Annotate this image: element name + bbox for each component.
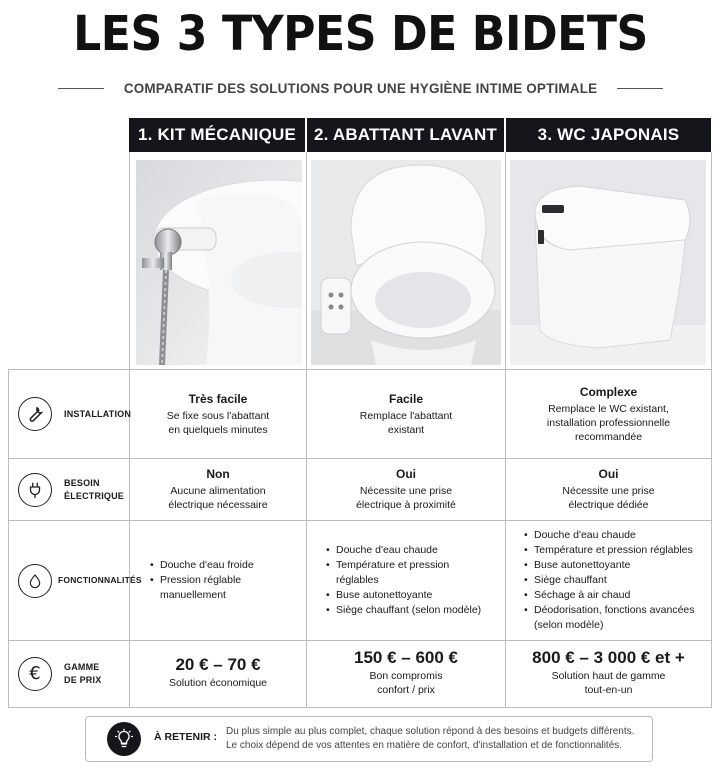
cell-line: confort / prix: [377, 684, 435, 696]
row-label-line: DE PRIX: [64, 675, 102, 685]
column-header-abattant: 2. ABATTANT LAVANT: [307, 118, 504, 152]
wc-japonais-photo: [510, 160, 706, 365]
cell-lead: Très facile: [188, 391, 248, 406]
feature-item: • Douche d'eau chaude: [326, 543, 481, 558]
cell-lead: Facile: [388, 391, 424, 406]
cell-line: recommandée: [574, 430, 643, 443]
price-range: 150 € – 600 €: [354, 648, 458, 667]
row-label-text: FONCTIONNALITÉS: [58, 575, 142, 585]
feature-item-continued: réglables: [336, 574, 379, 586]
takeaway-box: [85, 716, 653, 762]
feature-item: • Buse autonettoyante: [326, 588, 481, 603]
cell-installation-kit: [130, 370, 306, 458]
cell-line: Nécessite une prise: [359, 485, 453, 497]
row-label-text: [64, 477, 124, 503]
feature-item: • Séchage à air chaud: [524, 588, 695, 603]
cell-line: tout-en-un: [584, 684, 633, 696]
column-header-wc-japonais: 3. WC JAPONAIS: [506, 118, 711, 152]
plug-icon: [18, 473, 52, 507]
cell-besoin-kit: [130, 459, 306, 520]
cell-line: Se fixe sous l'abattant: [166, 409, 270, 422]
cell-line: Remplace l'abattant: [359, 409, 453, 422]
row-label-fonctionnalites: [8, 521, 142, 640]
kit-mecanique-photo: [136, 160, 302, 365]
takeaway-label: À RETENIR :: [154, 731, 217, 743]
cell-lead: Oui: [598, 467, 619, 481]
takeaway-line: Le choix dépend de vos attentes en matière de confort, d'installation et de fonctionnalités.: [226, 740, 623, 751]
cell-line: électrique dédiée: [568, 499, 649, 511]
feature-item-continued: manuellement: [160, 589, 226, 601]
cell-line: existant: [387, 423, 425, 436]
feature-item: • Pression réglable: [150, 573, 254, 588]
cell-line: électrique nécessaire: [168, 499, 268, 511]
cell-line: en quelquels minutes: [168, 423, 268, 436]
cell-fonctionnalites-abattant: [316, 521, 505, 640]
cell-lead: Complexe: [579, 384, 638, 399]
feature-item: • Température et pression: [326, 558, 481, 573]
water-drop-icon: [18, 564, 52, 598]
subtitle-row: [0, 78, 721, 98]
cell-line: électrique à proximité: [356, 499, 456, 511]
feature-item: • Température et pression réglables: [524, 543, 695, 558]
abattant-lavant-photo: [311, 160, 501, 365]
feature-item: • Siège chauffant (selon modèle): [326, 603, 481, 618]
feature-item: • Siège chauffant: [524, 573, 695, 588]
cell-line: installation professionnelle: [546, 416, 671, 429]
row-label-besoin-electrique: [8, 459, 128, 520]
grid-line: [711, 152, 712, 708]
takeaway-text: [226, 725, 634, 753]
grid-line: [8, 707, 712, 708]
row-label-line: ÉLECTRIQUE: [64, 490, 125, 501]
cell-line: Aucune alimentation: [170, 485, 266, 497]
page-subtitle: COMPARATIF DES SOLUTIONS POUR UNE HYGIÈNE INTIME OPTIMALE: [123, 80, 598, 96]
cell-prix-kit: [130, 641, 306, 707]
cell-fonctionnalites-kit: [140, 521, 306, 640]
cell-besoin-wc: [506, 459, 711, 520]
takeaway-line: Du plus simple au plus complet, chaque solution répond à des besoins et budgets différents.: [226, 726, 635, 737]
cell-lead: Non: [206, 467, 230, 481]
feature-item: • Douche d'eau froide: [150, 558, 254, 573]
cell-installation-abattant: [307, 370, 505, 458]
cell-prix-abattant: [307, 641, 505, 707]
cell-fonctionnalites-wc: [514, 521, 711, 640]
cell-installation-wc: [506, 370, 711, 458]
row-label-line: BESOIN: [64, 477, 100, 488]
cell-besoin-abattant: [307, 459, 505, 520]
feature-item: • Douche d'eau chaude: [524, 528, 695, 543]
lightbulb-icon: [107, 722, 141, 756]
cell-line: Nécessite une prise: [562, 485, 655, 497]
page-title: LES 3 TYPES DE BIDETS: [73, 6, 648, 62]
row-label-line: GAMME: [64, 662, 100, 672]
cell-line: Solution haut de gamme: [551, 670, 666, 682]
feature-item-continued: (selon modèle): [534, 619, 604, 631]
row-label-installation: [8, 370, 132, 458]
cell-lead: Oui: [396, 467, 416, 481]
subtitle-rule-left: [58, 88, 104, 89]
wrench-icon: [18, 397, 52, 431]
cell-line: Bon compromis: [369, 670, 443, 682]
subtitle-rule-right: [617, 88, 663, 89]
cell-line: Remplace le WC existant,: [548, 402, 669, 415]
column-header-kit: 1. KIT MÉCANIQUE: [129, 118, 305, 152]
cell-prix-wc: [506, 641, 711, 707]
cell-line: Solution économique: [168, 677, 268, 689]
euro-icon: €: [18, 657, 52, 691]
row-label-gamme-de-prix: [8, 641, 128, 707]
feature-item: • Déodorisation, fonctions avancées: [524, 603, 695, 618]
price-range: 800 € – 3 000 € et +: [532, 648, 685, 667]
row-label-text: INSTALLATION: [64, 408, 132, 419]
feature-item: • Buse autonettoyante: [524, 558, 695, 573]
row-label-text: [64, 661, 101, 687]
price-range: 20 € – 70 €: [175, 655, 261, 674]
